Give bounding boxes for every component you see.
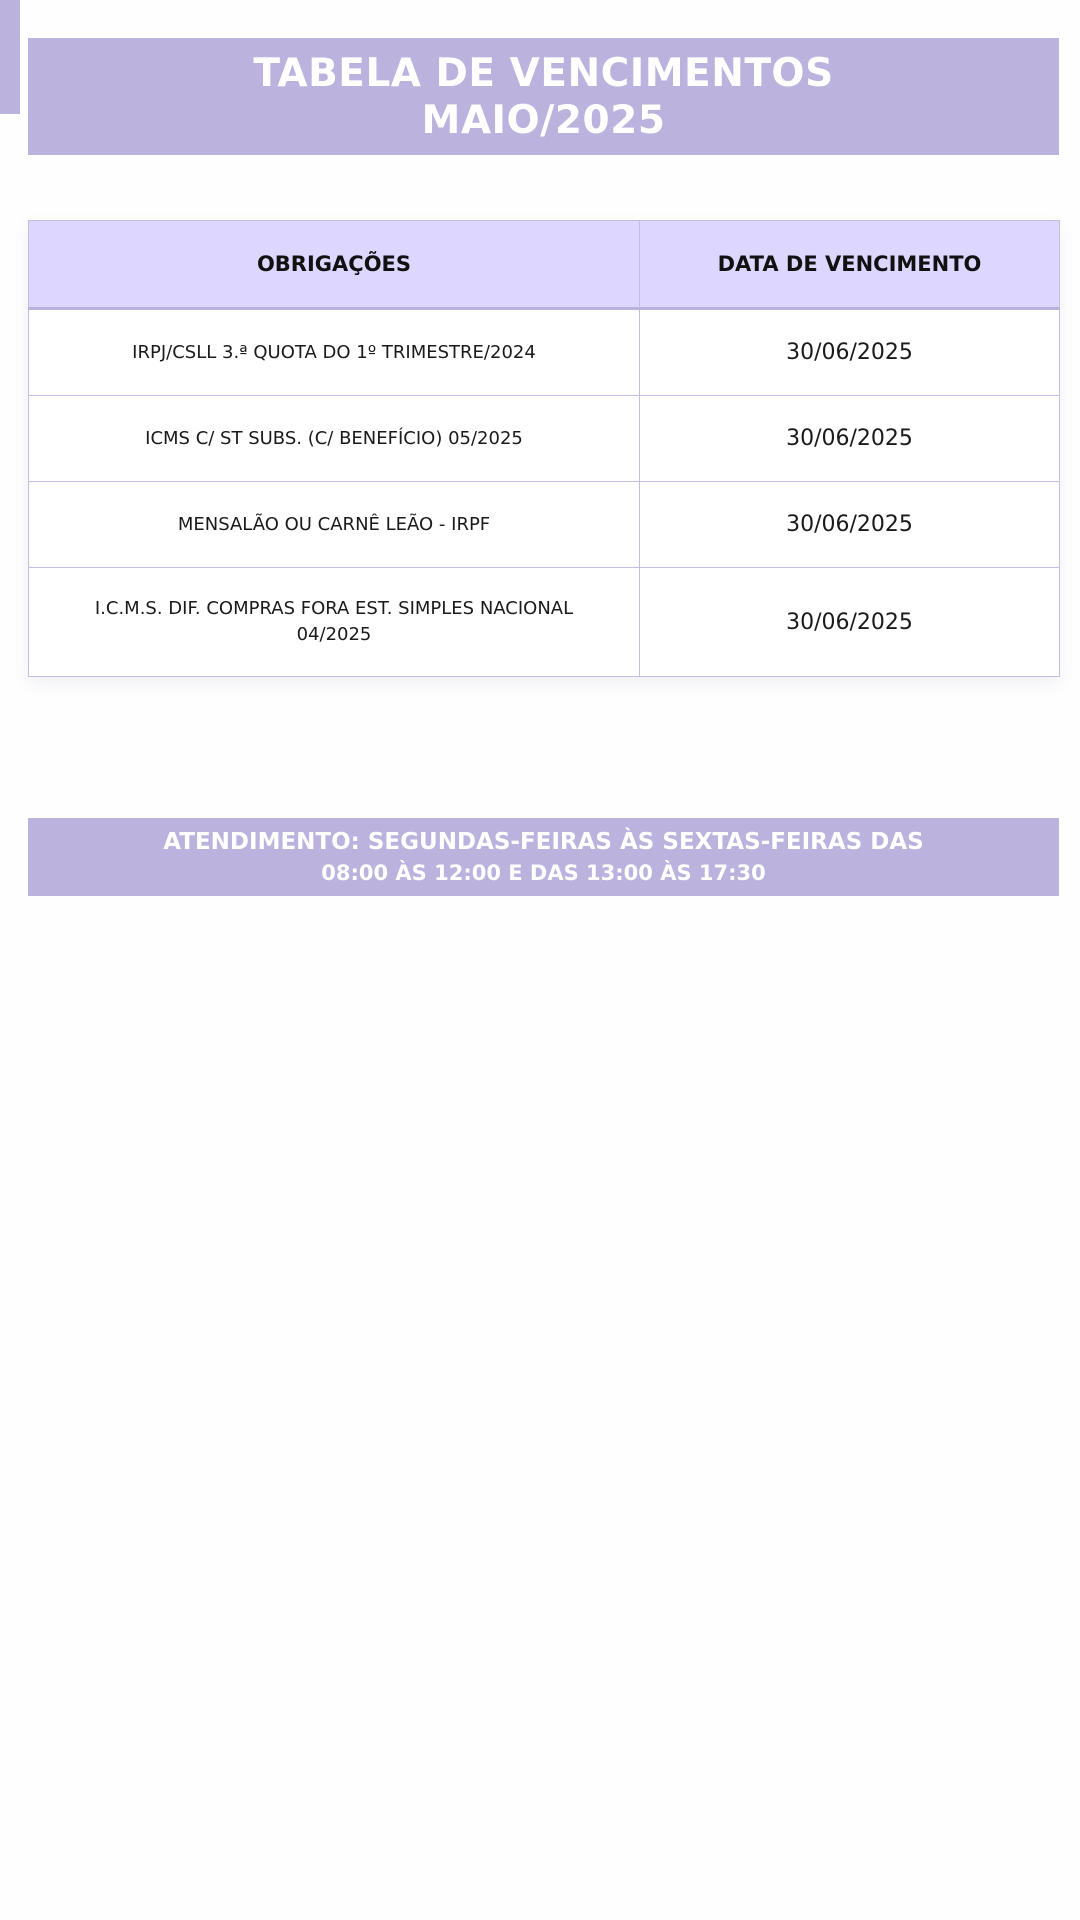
- obligation-cell: I.C.M.S. DIF. COMPRAS FORA EST. SIMPLES NACIONAL 04/2025: [29, 568, 640, 677]
- table-row: [29, 482, 1060, 568]
- page-title: TABELA DE VENCIMENTOS: [253, 50, 834, 96]
- table-row: [29, 568, 1060, 677]
- business-hours-times: 08:00 ÀS 12:00 E DAS 13:00 ÀS 17:30: [321, 861, 766, 885]
- column-header-due-date: DATA DE VENCIMENTO: [640, 221, 1060, 309]
- column-header-obligations: OBRIGAÇÕES: [29, 221, 640, 309]
- obligations-table: [28, 220, 1060, 677]
- title-banner: [28, 38, 1059, 155]
- obligation-cell: MENSALÃO OU CARNÊ LEÃO - IRPF: [29, 482, 640, 568]
- business-hours-days: ATENDIMENTO: SEGUNDAS-FEIRAS ÀS SEXTAS-FEIRAS DAS: [163, 829, 924, 855]
- table-header-row: [29, 221, 1060, 309]
- corner-accent-tab: [0, 0, 20, 114]
- table-row: [29, 396, 1060, 482]
- due-date-cell: 30/06/2025: [640, 396, 1060, 482]
- business-hours-banner: [28, 818, 1059, 896]
- obligations-table-container: [28, 220, 1059, 677]
- obligation-cell: IRPJ/CSLL 3.ª QUOTA DO 1º TRIMESTRE/2024: [29, 309, 640, 396]
- page-subtitle-month: MAIO/2025: [421, 97, 666, 143]
- obligation-cell: ICMS C/ ST SUBS. (C/ BENEFÍCIO) 05/2025: [29, 396, 640, 482]
- due-date-cell: 30/06/2025: [640, 482, 1060, 568]
- due-date-cell: 30/06/2025: [640, 568, 1060, 677]
- due-date-cell: 30/06/2025: [640, 309, 1060, 396]
- table-row: [29, 309, 1060, 396]
